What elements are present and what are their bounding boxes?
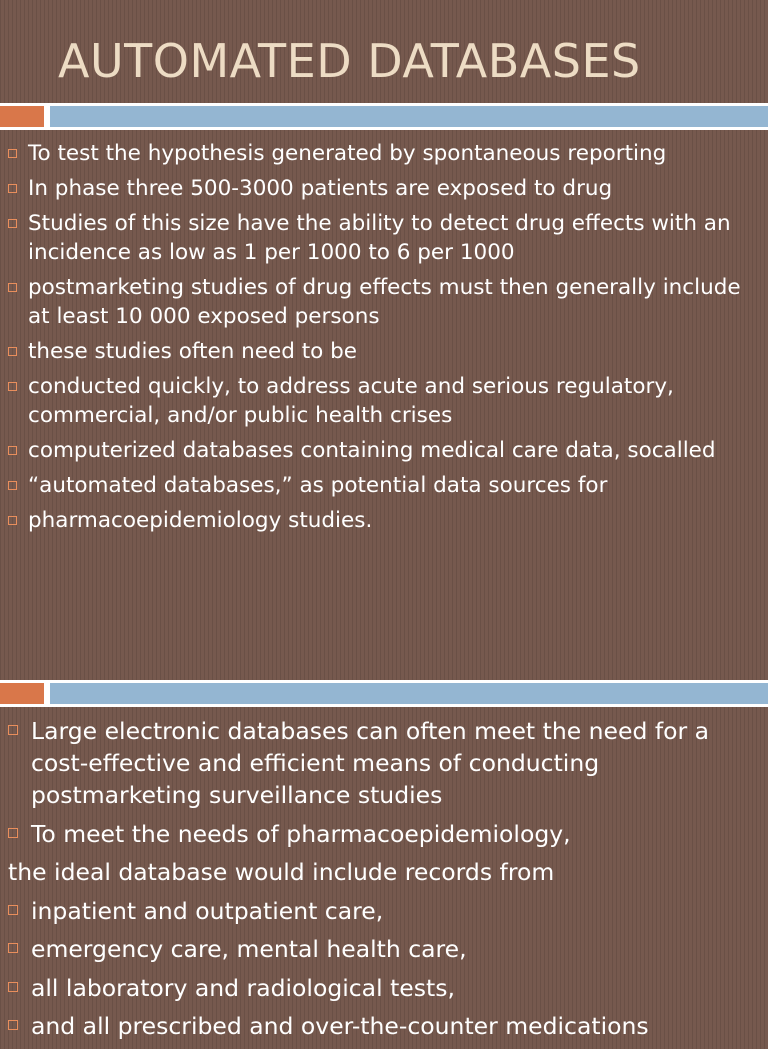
- bullet-item: [8, 139, 764, 168]
- bullet-text: all laboratory and radiological tests,: [31, 973, 455, 1002]
- bullet-item: [8, 209, 764, 267]
- slide-2: [0, 680, 768, 1040]
- slide-1-bullet-list: [8, 139, 764, 541]
- square-bullet-icon: [8, 516, 17, 525]
- bullet-text: Large electronic databases can often meet the need for a cost-effective and efficient means of conducting postmarketing surveillance studies: [31, 717, 710, 809]
- square-bullet-icon: [8, 982, 18, 992]
- bullet-item: [8, 471, 764, 500]
- bullet-text: computerized databases containing medical care data, socalled: [28, 438, 716, 463]
- divider-accent-orange: [0, 106, 44, 127]
- bullet-item: [8, 337, 764, 366]
- square-bullet-icon: [8, 184, 17, 193]
- bullet-text: pharmacoepidemiology studies.: [28, 508, 373, 533]
- bullet-text: In phase three 500-3000 patients are exposed to drug: [28, 176, 613, 201]
- square-bullet-icon: [8, 905, 18, 915]
- square-bullet-icon: [8, 382, 17, 391]
- bullet-item: [8, 933, 764, 965]
- square-bullet-icon: [8, 347, 17, 356]
- plain-text-line: [8, 856, 764, 888]
- divider-accent-blue: [50, 683, 768, 704]
- title-divider: [0, 103, 768, 130]
- bullet-item: [8, 506, 764, 535]
- square-bullet-icon: [8, 1020, 18, 1030]
- bullet-item: [8, 972, 764, 1004]
- square-bullet-icon: [8, 725, 18, 735]
- bullet-text: To test the hypothesis generated by spontaneous reporting: [28, 141, 667, 166]
- slide-2-bullet-list: [8, 715, 764, 1049]
- square-bullet-icon: [8, 446, 17, 455]
- bullet-text: emergency care, mental health care,: [31, 935, 467, 963]
- square-bullet-icon: [8, 943, 18, 953]
- slide-title: AUTOMATED DATABASES: [58, 34, 641, 88]
- bullet-item: [8, 818, 764, 850]
- bullet-item: [8, 1010, 764, 1042]
- bullet-item: [8, 436, 764, 465]
- bullet-text: Studies of this size have the ability to detect drug effects with an incidence as low as 1 per 1000 to 6 per 1000: [28, 211, 731, 265]
- bullet-text: conducted quickly, to address acute and serious regulatory, commercial, and/or public health crises: [28, 374, 674, 428]
- bullet-item: [8, 372, 764, 430]
- square-bullet-icon: [8, 149, 17, 158]
- square-bullet-icon: [8, 828, 18, 838]
- bullet-text: the ideal database would include records from: [8, 858, 555, 886]
- bullet-text: inpatient and outpatient care,: [31, 896, 384, 925]
- bullet-text: these studies often need to be: [28, 339, 358, 364]
- bullet-text: postmarketing studies of drug effects must then generally include at least 10 000 exposed persons: [28, 275, 741, 329]
- bullet-text: “automated databases,” as potential data sources for: [28, 473, 608, 498]
- divider-accent-orange: [0, 683, 44, 704]
- bullet-text: and all prescribed and over-the-counter medications: [31, 1012, 649, 1040]
- bullet-item: [8, 895, 764, 927]
- square-bullet-icon: [8, 481, 17, 490]
- title-divider: [0, 680, 768, 707]
- bullet-text: To meet the needs of pharmacoepidemiology,: [31, 819, 571, 848]
- bullet-item: [8, 273, 764, 331]
- divider-accent-blue: [50, 106, 768, 127]
- square-bullet-icon: [8, 283, 17, 292]
- bullet-item: [8, 715, 764, 811]
- bullet-item: [8, 174, 764, 203]
- square-bullet-icon: [8, 219, 17, 228]
